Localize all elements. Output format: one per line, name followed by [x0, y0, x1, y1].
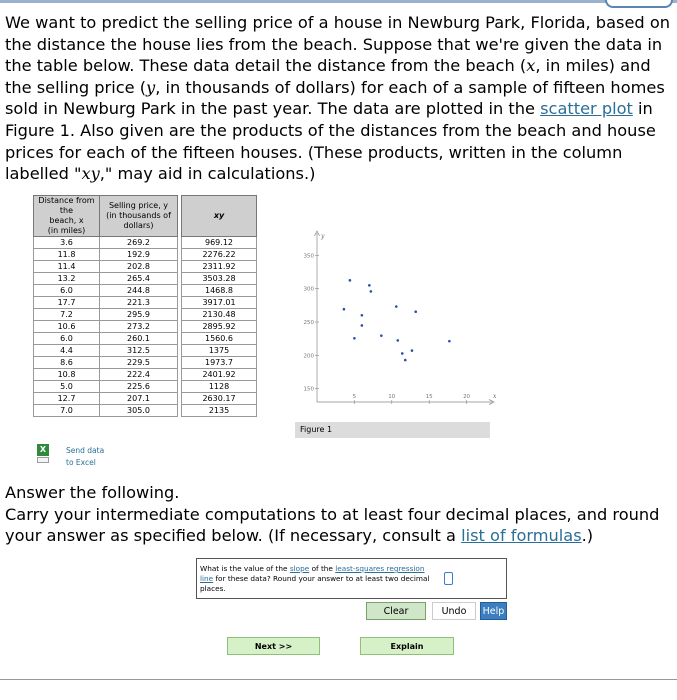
cell-x: 7.2 — [34, 309, 100, 321]
cell-x: 8.6 — [34, 357, 100, 369]
answer-instructions: Answer the following. Carry your intermediate computations to at least four decimal places, and round your answer as specified below. (If necessary, consult a list of formulas.) — [5, 483, 660, 546]
cell-y: 207.1 — [100, 393, 178, 405]
table-row — [34, 237, 257, 249]
table-row — [34, 261, 257, 273]
excel-icon-sheet — [37, 457, 49, 463]
header-distance: Distance from the beach, x (in miles) — [34, 196, 100, 237]
y-tick-label: 250 — [303, 320, 314, 326]
table-row — [34, 393, 257, 405]
cell-xy: 2630.17 — [182, 393, 257, 405]
send-data-label-2[interactable]: to Excel — [66, 458, 96, 467]
cell-y: 202.8 — [100, 261, 178, 273]
table-row — [34, 249, 257, 261]
top-tab[interactable] — [605, 0, 673, 8]
data-point — [361, 314, 364, 317]
cell-x: 6.0 — [34, 333, 100, 345]
cell-y: 260.1 — [100, 333, 178, 345]
question-box — [196, 558, 507, 599]
cell-y: 269.2 — [100, 237, 178, 249]
table-row — [34, 333, 257, 345]
table-row — [34, 369, 257, 381]
question-text: What is the value of the slope of the least-squares regression line for these data? Round your answer to at least two decimal places. — [200, 564, 430, 593]
cell-xy: 3503.28 — [182, 273, 257, 285]
clear-button[interactable]: Clear — [366, 602, 426, 620]
table-row — [34, 405, 257, 417]
table-row — [34, 357, 257, 369]
table-row — [34, 345, 257, 357]
table-row — [34, 285, 257, 297]
cell-x: 13.2 — [34, 273, 100, 285]
formulas-link[interactable]: list of formulas — [461, 526, 582, 546]
problem-statement: We want to predict the selling price of a house in Newburg Park, Florida, based on the distance the house lies from the beach. Suppose that we're given the data in the table below. These data detail the distance from the beach (x, in miles) and the selling price (y, in thousands of dollars) for each of a sample of fifteen homes sold in Newburg Park in the past year. The data are plotted in the scatter plot in Figure 1. Also given are the products of the distances from the beach and house prices for each of the fifteen houses. (These products, written in the column labelled "xy," may aid in calculations.) — [5, 13, 670, 184]
cell-y: 273.2 — [100, 321, 178, 333]
cell-y: 305.0 — [100, 405, 178, 417]
x-axis-label: x — [493, 393, 497, 400]
cell-x: 5.0 — [34, 381, 100, 393]
cell-xy: 969.12 — [182, 237, 257, 249]
y-axis-label: y — [321, 233, 325, 240]
cell-xy: 2401.92 — [182, 369, 257, 381]
data-point — [353, 337, 356, 340]
slope-link[interactable]: slope — [289, 564, 310, 573]
data-point — [401, 352, 404, 355]
explain-button[interactable]: Explain — [360, 637, 454, 655]
next-button[interactable]: Next >> — [227, 637, 320, 655]
data-point — [395, 305, 398, 308]
data-point — [448, 340, 451, 343]
send-data-label[interactable]: Send data — [66, 446, 105, 455]
cell-xy: 1128 — [182, 381, 257, 393]
cell-y: 225.6 — [100, 381, 178, 393]
cell-xy: 1468.8 — [182, 285, 257, 297]
cell-y: 221.3 — [100, 297, 178, 309]
data-point — [396, 339, 399, 342]
cell-x: 4.4 — [34, 345, 100, 357]
table-row — [34, 273, 257, 285]
cell-xy: 2895.92 — [182, 321, 257, 333]
cell-xy: 2135 — [182, 405, 257, 417]
cell-x: 6.0 — [34, 285, 100, 297]
cell-y: 229.5 — [100, 357, 178, 369]
table-row — [34, 381, 257, 393]
cell-y: 192.9 — [100, 249, 178, 261]
cell-y: 295.9 — [100, 309, 178, 321]
y-tick-label: 350 — [303, 253, 314, 260]
data-point — [370, 290, 373, 293]
cell-y: 244.8 — [100, 285, 178, 297]
data-point — [361, 324, 364, 327]
cell-xy: 1973.7 — [182, 357, 257, 369]
cell-x: 10.6 — [34, 321, 100, 333]
cell-y: 265.4 — [100, 273, 178, 285]
table-row — [34, 297, 257, 309]
bottom-divider — [0, 679, 677, 680]
cell-x: 12.7 — [34, 393, 100, 405]
cell-x: 17.7 — [34, 297, 100, 309]
slope-answer-input[interactable] — [444, 572, 453, 585]
x-tick-label: 10 — [388, 394, 396, 400]
least-squares-link[interactable]: least-squares regression line — [200, 564, 425, 583]
data-point — [414, 310, 417, 313]
excel-icon: X — [37, 444, 49, 456]
undo-button[interactable]: Undo — [432, 602, 476, 620]
cell-xy: 2311.92 — [182, 261, 257, 273]
y-tick-label: 150 — [303, 386, 314, 393]
data-point — [343, 308, 346, 311]
x-tick-label: 20 — [463, 394, 471, 400]
header-xy: xy — [182, 196, 257, 237]
cell-xy: 1560.6 — [182, 333, 257, 345]
cell-x: 11.4 — [34, 261, 100, 273]
scatter-plot-link[interactable]: scatter plot — [540, 99, 633, 119]
data-table — [33, 195, 257, 417]
cell-y: 312.5 — [100, 345, 178, 357]
data-point — [349, 279, 352, 282]
data-point — [404, 359, 407, 362]
help-button[interactable]: Help — [480, 602, 507, 620]
header-price: Selling price, y (in thousands of dollars) — [100, 196, 178, 237]
figure-caption: Figure 1 — [295, 422, 490, 438]
x-tick-label: 15 — [425, 394, 433, 400]
top-border — [0, 0, 677, 3]
y-tick-label: 300 — [303, 286, 314, 293]
cell-y: 222.4 — [100, 369, 178, 381]
cell-x: 10.8 — [34, 369, 100, 381]
x-tick-label: 5 — [352, 394, 357, 400]
cell-xy: 1375 — [182, 345, 257, 357]
table-row — [34, 309, 257, 321]
scatter-plot — [290, 225, 496, 415]
data-point — [368, 284, 371, 287]
table-row — [34, 321, 257, 333]
cell-xy: 3917.01 — [182, 297, 257, 309]
y-tick-label: 200 — [303, 353, 314, 360]
data-point — [411, 349, 414, 352]
data-point — [380, 334, 383, 337]
cell-xy: 2130.48 — [182, 309, 257, 321]
cell-x: 11.8 — [34, 249, 100, 261]
cell-x: 7.0 — [34, 405, 100, 417]
cell-x: 3.6 — [34, 237, 100, 249]
cell-xy: 2276.22 — [182, 249, 257, 261]
